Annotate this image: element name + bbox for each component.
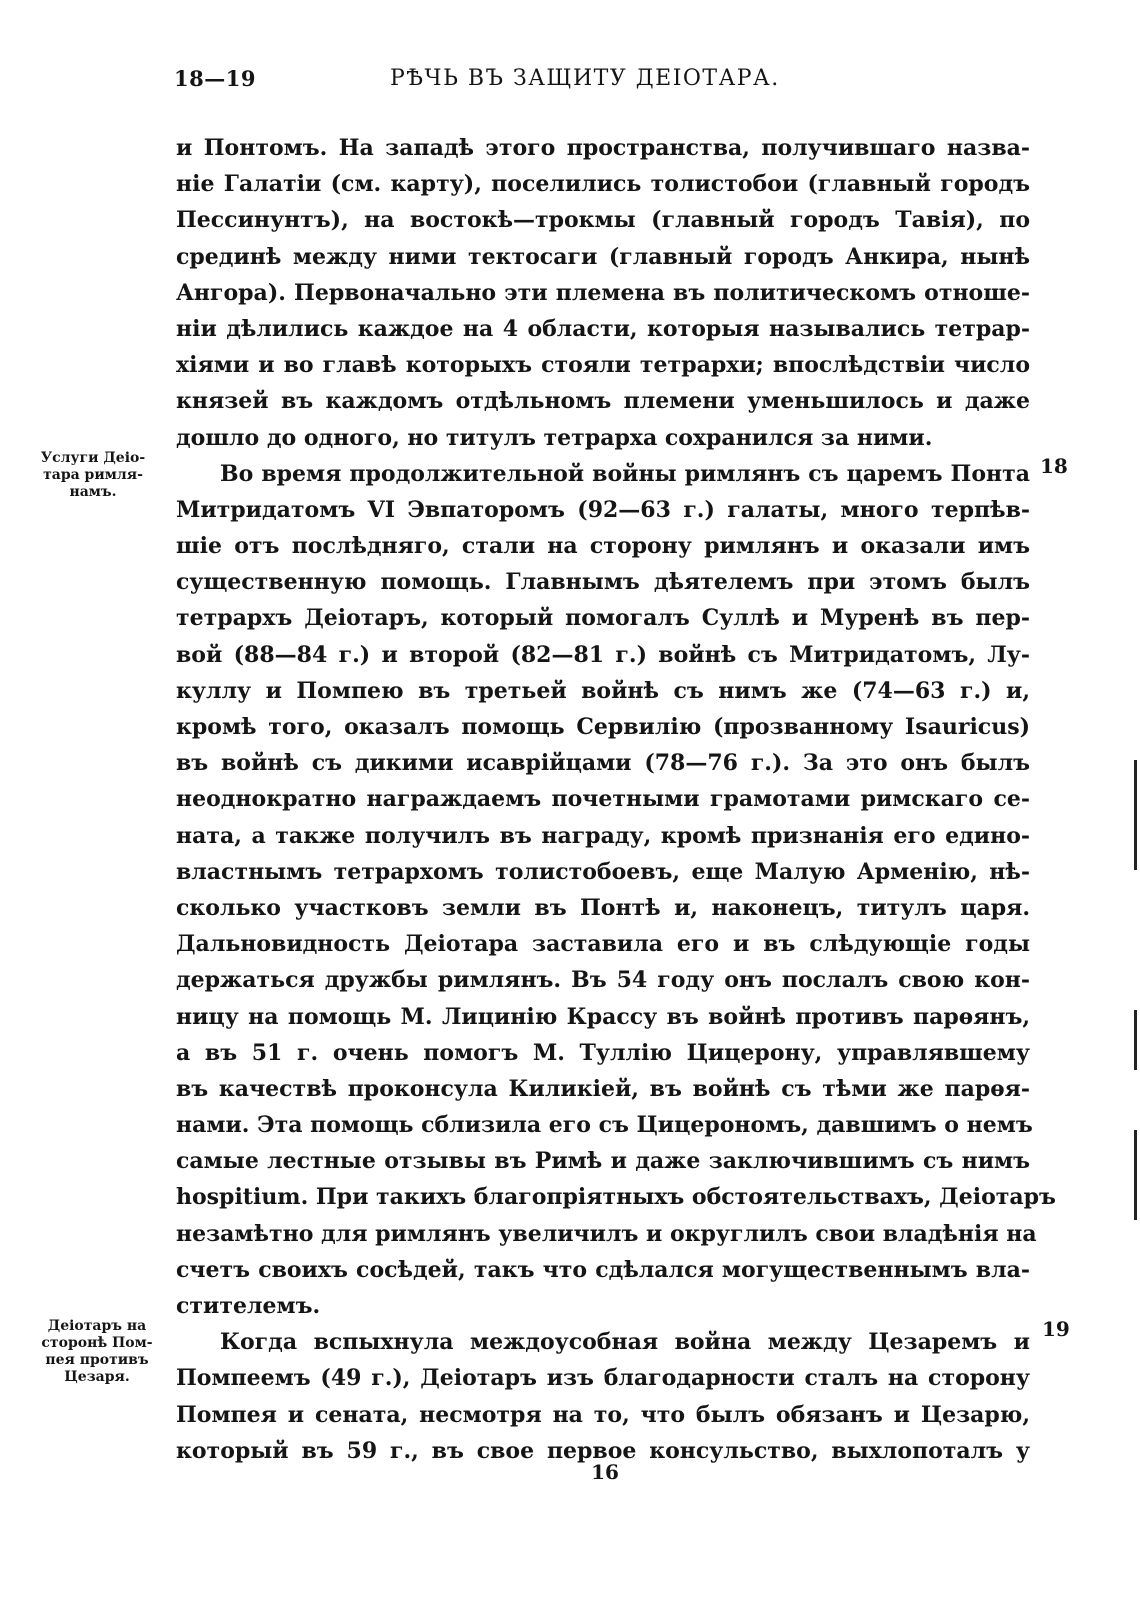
scan-edge-mark bbox=[1134, 1130, 1137, 1220]
scan-edge-mark bbox=[1134, 1010, 1137, 1070]
margin-note-line: намъ. bbox=[69, 484, 117, 500]
text-line: властнымъ тетрархомъ толистобоевъ, еще Малую Арменiю, нѣ- bbox=[176, 858, 1030, 885]
text-line: сколько участковъ земли въ Понтѣ и, наконецъ, титулъ царя. bbox=[176, 894, 1030, 921]
section-number: 18 bbox=[1040, 454, 1068, 478]
text-line: срединѣ между ними тектосаги (главный городъ Анкира, нынѣ bbox=[176, 243, 1030, 270]
running-header bbox=[0, 66, 1140, 106]
text-line: Во время продолжительной войны римлянъ съ царемъ Понта bbox=[220, 460, 1030, 487]
page-number-text: 16 bbox=[591, 1460, 619, 1484]
text-line: Пессинунтъ), на востокѣ—трокмы (главный городъ Тавiя), по bbox=[176, 207, 1030, 234]
text-line: шiе отъ послѣдняго, стали на сторону римлянъ и оказали имъ bbox=[176, 533, 1030, 560]
margin-note-line: сторонѣ Пом- bbox=[41, 1335, 153, 1351]
margin-note-pompey bbox=[32, 1318, 162, 1386]
text-line: кромѣ того, оказалъ помощь Сервилiю (прозванному Isauricus) bbox=[176, 714, 1030, 740]
text-line: въ качествѣ проконсула Киликiей, въ войнѣ съ тѣми же парѳя- bbox=[176, 1075, 1030, 1102]
text-line: и Понтомъ. На западѣ этого пространства, получившаго назва- bbox=[176, 135, 1030, 161]
text-line: неоднократно награждаемъ почетными грамотами римскаго се- bbox=[176, 786, 1030, 813]
margin-note-line: Деiотаръ на bbox=[47, 1318, 147, 1334]
margin-note-services bbox=[28, 450, 158, 501]
text-line: счетъ своихъ сосѣдей, такъ что сдѣлался могущественнымъ вла- bbox=[176, 1256, 1030, 1283]
text-line: хiями и во главѣ которыхъ стояли тетрархи; впослѣдствiи число bbox=[176, 352, 1030, 379]
text-line: который въ 59 г., въ свое первое консульство, выхлопоталъ у bbox=[176, 1437, 1030, 1464]
text-line: дошло до одного, но титулъ тетрарха сохранился за ними. bbox=[176, 424, 933, 451]
text-line: ницу на помощь М. Лицинiю Крассу въ войнѣ противъ парѳянъ, bbox=[176, 1003, 1030, 1030]
text-line: существенную помощь. Главнымъ дѣятелемъ при этомъ былъ bbox=[176, 569, 1030, 596]
header-title: РѢЧЬ ВЪ ЗАЩИТУ ДЕIОТАРА. bbox=[390, 66, 780, 91]
text-line: стителемъ. bbox=[176, 1293, 321, 1319]
text-line: Митридатомъ VI Эвпаторомъ (92—63 г.) галаты, много терпѣв- bbox=[176, 496, 1030, 523]
text-line: въ войнѣ съ дикими исаврiйцами (78—76 г.). За это онъ былъ bbox=[176, 750, 1030, 777]
text-line: самые лестные отзывы въ Римѣ и даже заключившимъ съ нимъ bbox=[176, 1148, 1030, 1175]
text-line: князей въ каждомъ отдѣльномъ племени уменьшилось и даже bbox=[176, 388, 1030, 415]
text-line: держаться дружбы римлянъ. Въ 54 году онъ послалъ свою кон- bbox=[176, 967, 1030, 994]
text-line: вой (88—84 г.) и второй (82—81 г.) войнѣ съ Митридатомъ, Лу- bbox=[176, 641, 1030, 668]
text-line: ната, а также получилъ въ награду, кромѣ признанiя его едино- bbox=[176, 822, 1030, 849]
section-number: 19 bbox=[1042, 1317, 1070, 1341]
text-line: нiе Галатiи (см. карту), поселились толистобои (главный городъ bbox=[176, 171, 1030, 198]
text-line: Помпеемъ (49 г.), Деiотаръ изъ благодарности сталъ на сторону bbox=[176, 1365, 1030, 1392]
margin-note-line: тара римля- bbox=[43, 467, 143, 483]
text-line: а въ 51 г. очень помогъ М. Туллiю Цицерону, управлявшему bbox=[176, 1039, 1030, 1066]
text-line: Дальновидность Деiотара заставила его и въ слѣдующiе годы bbox=[176, 931, 1030, 958]
margin-note-line: Цезаря. bbox=[64, 1369, 130, 1385]
header-section-range: 18—19 bbox=[174, 66, 256, 91]
text-line: Когда вспыхнула междоусобная война между Цезаремъ и bbox=[220, 1329, 1030, 1356]
scan-edge-mark bbox=[1134, 760, 1137, 870]
text-line: тетрархъ Деiотаръ, который помогалъ Суллѣ и Муренѣ въ пер- bbox=[176, 605, 1030, 632]
text-line: нiи дѣлились каждое на 4 области, которыя назывались тетрар- bbox=[176, 315, 1030, 342]
margin-note-line: Услуги Деiо- bbox=[40, 450, 146, 466]
text-line: куллу и Помпею въ третьей войнѣ съ нимъ же (74—63 г.) и, bbox=[176, 677, 1030, 704]
text-line: нами. Эта помощь сблизила его съ Цицерономъ, давшимъ о немъ bbox=[176, 1112, 1033, 1139]
text-line: hospitium. При такихъ благопрiятныхъ обстоятельствахъ, Деiотаръ bbox=[176, 1184, 1056, 1211]
margin-note-line: пея противъ bbox=[45, 1352, 149, 1368]
page-number bbox=[0, 1460, 1140, 1484]
text-line: Помпея и сената, несмотря на то, что былъ обязанъ и Цезарю, bbox=[176, 1401, 1030, 1428]
text-line: Ангора). Первоначально эти племена въ политическомъ отноше- bbox=[176, 279, 1030, 306]
text-line: незамѣтно для римлянъ увеличилъ и округлилъ свои владѣнiя на bbox=[176, 1220, 1037, 1247]
